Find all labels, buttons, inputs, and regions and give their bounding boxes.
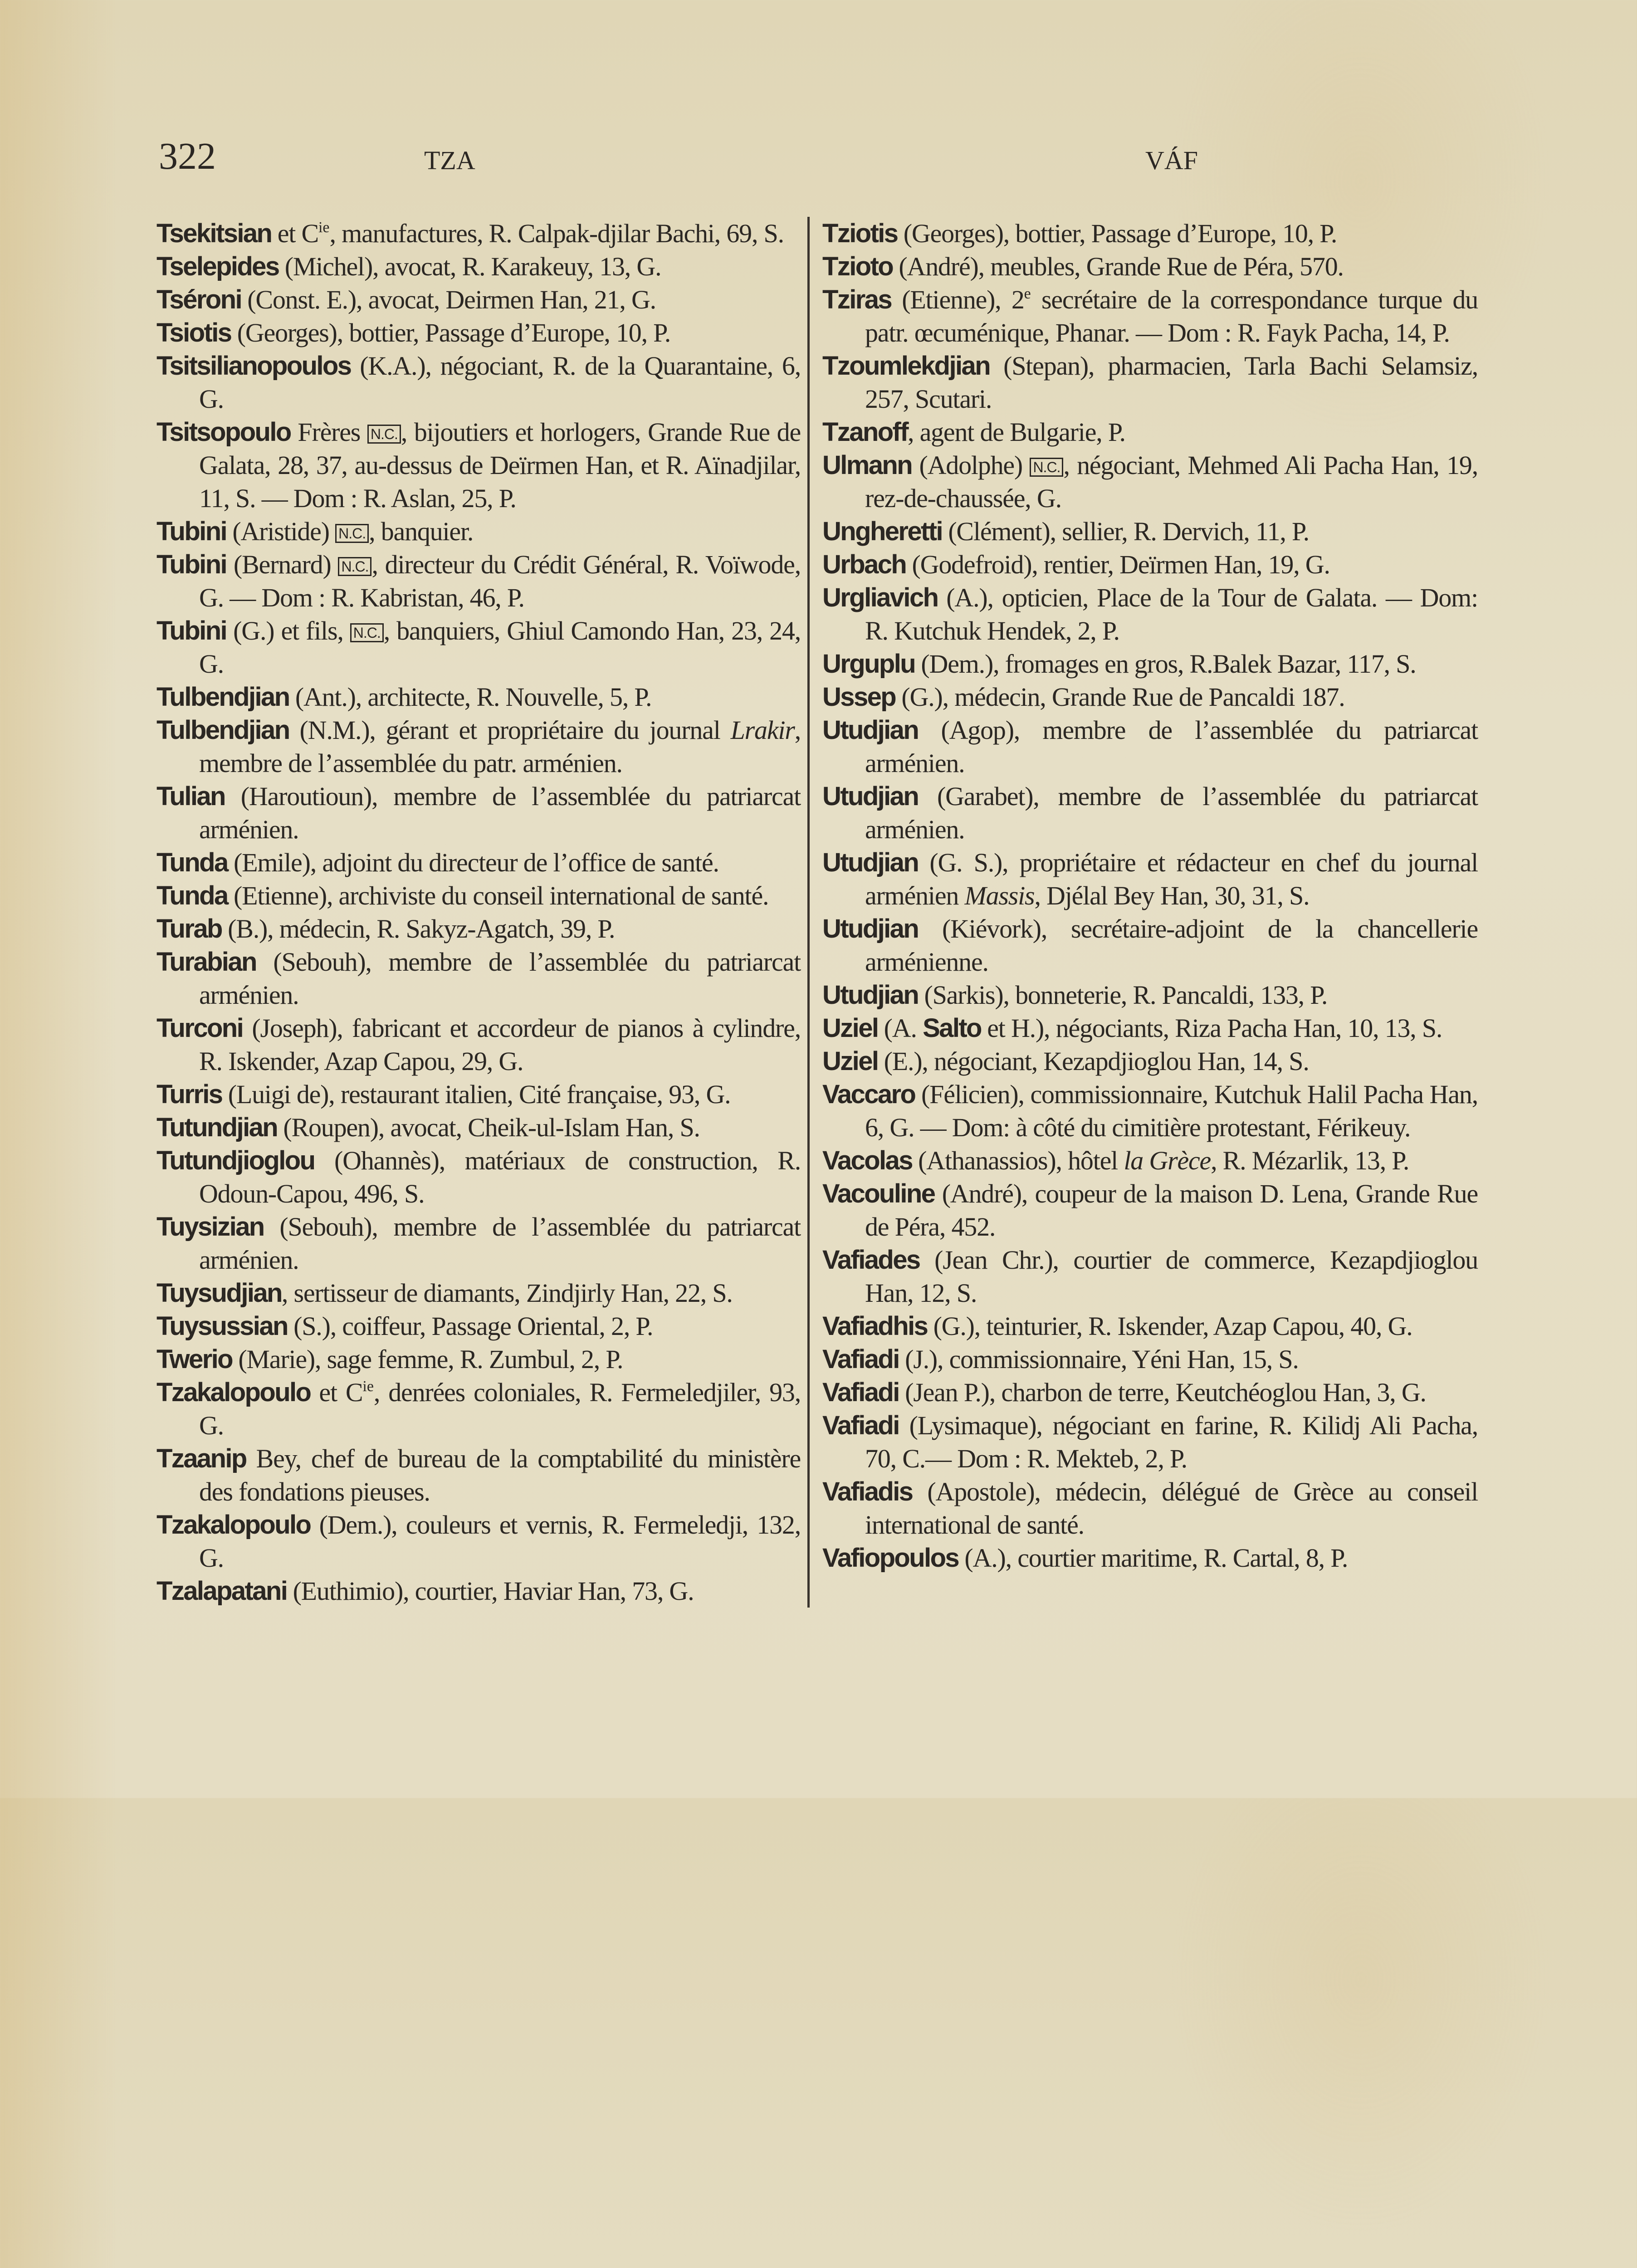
directory-entry xyxy=(822,846,1478,912)
entry-text: (Sebouh), membre de l’assemblée du patriarcat arménien. xyxy=(199,1212,801,1275)
directory-entry xyxy=(822,449,1478,515)
entry-name: Tziotis xyxy=(822,219,898,248)
entry-text: et C xyxy=(271,219,318,248)
superscript: ie xyxy=(318,219,330,236)
entry-text: (Aristide) xyxy=(226,517,336,546)
entry-text: (Joseph), fabricant et accordeur de pianos à cylindre, R. Iskender, Azap Capou, 29, G. xyxy=(199,1013,801,1076)
entry-text: (A.), courtier maritime, R. Cartal, 8, P. xyxy=(958,1543,1348,1573)
entry-name: Tsitsilianopoulos xyxy=(156,351,351,381)
entry-text: (André), coupeur de la maison D. Lena, Grande Rue de Péra, 452. xyxy=(865,1179,1478,1242)
entry-name: Urgliavich xyxy=(822,583,938,612)
directory-entry xyxy=(822,548,1478,581)
directory-entry xyxy=(822,1376,1478,1409)
entry-name: Tunda xyxy=(156,881,228,910)
column-divider xyxy=(807,217,810,1608)
entry-name: Tunda xyxy=(156,848,228,877)
entry-name: Tzanoff xyxy=(822,417,908,447)
entry-text: , agent de Bulgarie, P. xyxy=(907,417,1125,447)
entry-text: (Godefroid), rentier, Deïrmen Han, 19, G. xyxy=(906,550,1330,579)
entry-text: (Michel), avocat, R. Karakeuy, 13, G. xyxy=(279,252,661,281)
page-number: 322 xyxy=(159,135,216,177)
entry-text: et C xyxy=(310,1378,363,1407)
entry-name: Urguplu xyxy=(822,649,915,679)
directory-entry xyxy=(156,1310,801,1343)
entry-name: Tsekitsian xyxy=(156,219,272,248)
directory-entry xyxy=(822,515,1478,548)
italic-title: Massis xyxy=(964,881,1035,910)
running-head-right: VÁF xyxy=(1145,146,1198,175)
entry-text: (Bernard) xyxy=(226,550,338,579)
entry-name: Vaccaro xyxy=(822,1080,915,1109)
directory-entry xyxy=(822,415,1478,449)
directory-entry xyxy=(822,714,1478,780)
entry-text: (A. xyxy=(878,1013,923,1043)
directory-entry xyxy=(822,1144,1478,1177)
directory-entry xyxy=(822,349,1478,415)
entry-name: Urbach xyxy=(822,550,906,579)
entry-text: (Félicien), commissionnaire, Kutchuk Halil Pacha Han, 6, G. — Dom: à côté du cimitière protestant, Férikeuy. xyxy=(865,1080,1478,1142)
entry-text: , Djélal Bey Han, 30, 31, S. xyxy=(1034,881,1310,910)
entry-text: (Dem.), couleurs et vernis, R. Fermeledji, 132, G. xyxy=(199,1510,801,1573)
entry-text: (Emile), adjoint du directeur de l’office de santé. xyxy=(227,848,719,877)
entry-name: Uziel xyxy=(822,1013,878,1043)
entry-text: , banquier. xyxy=(369,517,474,546)
directory-entry xyxy=(822,680,1478,714)
directory-entry xyxy=(822,581,1478,647)
entry-name: Tuysussian xyxy=(156,1311,288,1341)
directory-entry xyxy=(822,1012,1478,1045)
directory-entry xyxy=(156,780,801,846)
entry-text: , manufactures, R. Calpak-djilar Bachi, 69, S. xyxy=(329,219,784,248)
directory-entry xyxy=(156,1343,801,1376)
directory-entry xyxy=(822,978,1478,1012)
entry-text: (K.A.), négociant, R. de la Quarantaine, 6, G. xyxy=(199,351,801,414)
entry-text: (N.M.), gérant et propriétaire du journal xyxy=(289,715,731,745)
entry-name: Ulmann xyxy=(822,450,912,480)
entry-text: secrétaire de la correspondance turque du patr. œcuménique, Phanar. — Dom : R. Fayk Pacha, 14, P. xyxy=(865,285,1478,347)
directory-entry xyxy=(156,548,801,614)
directory-entry xyxy=(822,283,1478,349)
entry-text: et H.), négociants, Riza Pacha Han, 10, 13, S. xyxy=(981,1013,1442,1043)
entry-text: (Adolphe) xyxy=(912,450,1030,480)
directory-entry xyxy=(156,1210,801,1276)
entry-text: (Athanassios), hôtel xyxy=(912,1146,1124,1175)
entry-text: (A.), opticien, Place de la Tour de Galata. — Dom: R. Kutchuk Hendek, 2, P. xyxy=(865,583,1478,645)
entry-name: Tzioto xyxy=(822,252,893,281)
directory-column-left xyxy=(156,217,801,1608)
entry-name: Vafiadi xyxy=(822,1411,899,1440)
nc-badge-icon: N.C. xyxy=(1030,458,1063,477)
entry-text: (Georges), bottier, Passage d’Europe, 10, P. xyxy=(231,318,671,347)
directory-columns xyxy=(0,217,1637,1608)
entry-name: Vafiadhis xyxy=(822,1311,928,1341)
entry-text: , R. Mézarlik, 13, P. xyxy=(1211,1146,1409,1175)
directory-entry xyxy=(156,614,801,680)
entry-text: (Georges), bottier, Passage d’Europe, 10, P. xyxy=(897,219,1337,248)
entry-text: Bey, chef de bureau de la comptabilité du ministère des fondations pieuses. xyxy=(199,1444,801,1506)
superscript: e xyxy=(1024,285,1031,302)
entry-text: (Luigi de), restaurant italien, Cité française, 93, G. xyxy=(222,1080,731,1109)
entry-name: Tzaanip xyxy=(156,1444,246,1473)
entry-text: Frères xyxy=(290,417,367,447)
entry-text: (Stepan), pharmacien, Tarla Bachi Selamsiz, 257, Scutari. xyxy=(865,351,1478,414)
entry-name: Tsiotis xyxy=(156,318,231,347)
directory-entry xyxy=(156,515,801,548)
entry-text: (Agop), membre de l’assemblée du patriarcat arménien. xyxy=(865,715,1478,778)
entry-text: , sertisseur de diamants, Zindjirly Han, 22, S. xyxy=(281,1278,733,1308)
italic-title: la Grèce xyxy=(1124,1146,1211,1175)
directory-entry xyxy=(156,1442,801,1508)
entry-name: Turabian xyxy=(156,947,256,977)
entry-name: Tzakalopoulo xyxy=(156,1510,311,1540)
entry-name: Tulbendjian xyxy=(156,682,289,712)
directory-entry xyxy=(822,1177,1478,1243)
entry-name: Uziel xyxy=(822,1046,878,1076)
directory-entry xyxy=(822,780,1478,846)
entry-text: (Lysimaque), négociant en farine, R. Kilidj Ali Pacha, 70, C.— Dom : R. Mekteb, 2, P. xyxy=(865,1411,1478,1473)
entry-text: (S.), coiffeur, Passage Oriental, 2, P. xyxy=(287,1311,653,1341)
entry-name: Vafiadi xyxy=(822,1378,899,1407)
nc-badge-icon: N.C. xyxy=(338,557,371,576)
entry-name: Twerio xyxy=(156,1344,233,1374)
entry-name: Tutundjioglou xyxy=(156,1146,315,1175)
entry-text: (Dem.), fromages en gros, R.Balek Bazar, 117, S. xyxy=(915,649,1416,679)
entry-name: Turris xyxy=(156,1080,222,1109)
italic-title: Lrakir xyxy=(730,715,795,745)
entry-name: Vafiadis xyxy=(822,1477,913,1506)
entry-name: Tzakalopoulo xyxy=(156,1378,311,1407)
directory-entry xyxy=(822,1078,1478,1144)
directory-entry xyxy=(156,714,801,780)
entry-name: Turconi xyxy=(156,1013,243,1043)
entry-text: , négociant, Mehmed Ali Pacha Han, 19, rez-de-chaussée, G. xyxy=(865,450,1478,513)
entry-text: , banquiers, Ghiul Camondo Han, 23, 24, G. xyxy=(199,616,801,679)
directory-entry xyxy=(156,1376,801,1442)
entry-text: (Apostole), médecin, délégué de Grèce au conseil international de santé. xyxy=(865,1477,1478,1540)
entry-text: (Euthimio), courtier, Haviar Han, 73, G. xyxy=(287,1576,694,1606)
directory-entry xyxy=(156,945,801,1012)
page-header xyxy=(0,136,1637,200)
entry-name: Tubini xyxy=(156,517,227,546)
entry-text: (G.) et fils, xyxy=(226,616,350,645)
directory-entry xyxy=(822,1475,1478,1541)
directory-entry xyxy=(822,912,1478,978)
entry-text: , membre de l’assemblée du patr. arménien. xyxy=(199,715,801,778)
entry-name: Vafiades xyxy=(822,1245,920,1275)
entry-name: Tzoumlekdjian xyxy=(822,351,990,381)
directory-entry xyxy=(156,1508,801,1574)
entry-text: (Etienne), 2 xyxy=(891,285,1024,314)
entry-text: (Kiévork), secrétaire-adjoint de la chancellerie arménienne. xyxy=(865,914,1478,977)
directory-entry xyxy=(156,680,801,714)
directory-entry xyxy=(156,1574,801,1608)
directory-entry xyxy=(156,846,801,879)
entry-text: (Marie), sage femme, R. Zumbul, 2, P. xyxy=(232,1344,623,1374)
entry-name: Ungheretti xyxy=(822,517,943,546)
directory-entry xyxy=(822,647,1478,680)
directory-column-right xyxy=(822,217,1478,1574)
entry-text: (André), meubles, Grande Rue de Péra, 570. xyxy=(893,252,1344,281)
directory-entry xyxy=(156,1276,801,1310)
entry-text: (Sarkis), bonneterie, R. Pancaldi, 133, P. xyxy=(918,980,1328,1010)
entry-text: , directeur du Crédit Général, R. Voïwode, G. — Dom : R. Kabristan, 46, P. xyxy=(199,550,801,612)
entry-name: Vafiopoulos xyxy=(822,1543,959,1573)
entry-text: (Ant.), architecte, R. Nouvelle, 5, P. xyxy=(289,682,652,712)
entry-text: (Etienne), archiviste du conseil international de santé. xyxy=(227,881,769,910)
entry-name: Vacouline xyxy=(822,1179,935,1208)
nc-badge-icon: N.C. xyxy=(335,524,369,543)
entry-name: Tutundjian xyxy=(156,1113,278,1142)
entry-name: Tziras xyxy=(822,285,892,314)
entry-bold-text: Salto xyxy=(923,1013,981,1043)
directory-entry xyxy=(156,217,801,250)
directory-entry xyxy=(822,1243,1478,1310)
entry-text: , denrées coloniales, R. Fermeledjiler, 93, G. xyxy=(199,1378,801,1440)
directory-entry xyxy=(156,349,801,415)
entry-name: Utudjian xyxy=(822,980,919,1010)
directory-entry xyxy=(156,316,801,349)
entry-name: Tuysudjian xyxy=(156,1278,282,1308)
entry-name: Ussep xyxy=(822,682,896,712)
directory-entry xyxy=(822,1343,1478,1376)
directory-entry xyxy=(822,217,1478,250)
entry-name: Turab xyxy=(156,914,222,943)
directory-entry xyxy=(156,415,801,515)
entry-text: (Haroutioun), membre de l’assemblée du patriarcat arménien. xyxy=(199,782,801,844)
entry-text: (E.), négociant, Kezapdjioglou Han, 14, S. xyxy=(878,1046,1309,1076)
directory-entry xyxy=(156,879,801,912)
running-head-left: TZA xyxy=(424,146,475,175)
entry-text: (Ohannès), matériaux de construction, R. Odoun-Capou, 496, S. xyxy=(199,1146,801,1208)
directory-entry xyxy=(156,1012,801,1078)
entry-text: (G.), médecin, Grande Rue de Pancaldi 187. xyxy=(895,682,1345,712)
nc-badge-icon: N.C. xyxy=(367,425,401,444)
entry-text: (Jean Chr.), courtier de commerce, Kezapdjioglou Han, 12, S. xyxy=(865,1245,1478,1308)
entry-name: Vafiadi xyxy=(822,1344,899,1374)
directory-entry xyxy=(156,1078,801,1111)
entry-text: (J.), commissionnaire, Yéni Han, 15, S. xyxy=(899,1344,1299,1374)
entry-text: (Garabet), membre de l’assemblée du patriarcat arménien. xyxy=(865,782,1478,844)
entry-text: (Const. E.), avocat, Deirmen Han, 21, G. xyxy=(241,285,656,314)
entry-name: Tuysizian xyxy=(156,1212,264,1242)
entry-name: Utudjian xyxy=(822,715,919,745)
entry-name: Tséroni xyxy=(156,285,241,314)
entry-text: (Jean P.), charbon de terre, Keutchéoglou Han, 3, G. xyxy=(899,1378,1426,1407)
entry-text: (G.), teinturier, R. Iskender, Azap Capou, 40, G. xyxy=(927,1311,1412,1341)
entry-text: (Sebouh), membre de l’assemblée du patriarcat arménien. xyxy=(199,947,801,1010)
directory-entry xyxy=(822,1310,1478,1343)
entry-name: Tselepides xyxy=(156,252,279,281)
entry-name: Vacolas xyxy=(822,1146,912,1175)
directory-entry xyxy=(822,1045,1478,1078)
entry-name: Tubini xyxy=(156,616,227,645)
directory-entry xyxy=(822,250,1478,283)
entry-name: Tulian xyxy=(156,782,225,811)
directory-entry xyxy=(156,250,801,283)
entry-name: Tubini xyxy=(156,550,227,579)
directory-entry xyxy=(156,1144,801,1210)
entry-text: (Clément), sellier, R. Dervich, 11, P. xyxy=(942,517,1309,546)
superscript: ie xyxy=(362,1378,374,1395)
entry-name: Utudjian xyxy=(822,782,919,811)
entry-text: (B.), médecin, R. Sakyz-Agatch, 39, P. xyxy=(221,914,615,943)
directory-entry xyxy=(822,1541,1478,1574)
entry-name: Tzalapatani xyxy=(156,1576,287,1606)
directory-entry xyxy=(822,1409,1478,1475)
entry-text: (Roupen), avocat, Cheik-ul-Islam Han, S. xyxy=(277,1113,700,1142)
directory-entry xyxy=(156,912,801,945)
entry-name: Utudjian xyxy=(822,914,919,943)
directory-entry xyxy=(156,283,801,316)
entry-text: (G. S.), propriétaire et rédacteur en chef du journal arménien xyxy=(865,848,1478,910)
nc-badge-icon: N.C. xyxy=(350,623,384,642)
directory-entry xyxy=(156,1111,801,1144)
entry-name: Utudjian xyxy=(822,848,919,877)
entry-name: Tsitsopoulo xyxy=(156,417,291,447)
entry-text: , bijoutiers et horlogers, Grande Rue de Galata, 28, 37, au-dessus de Deïrmen Han, et R. Aïnadjilar, 11, S. — Dom : R. Aslan, 25, P. xyxy=(199,417,801,513)
entry-name: Tulbendjian xyxy=(156,715,289,745)
